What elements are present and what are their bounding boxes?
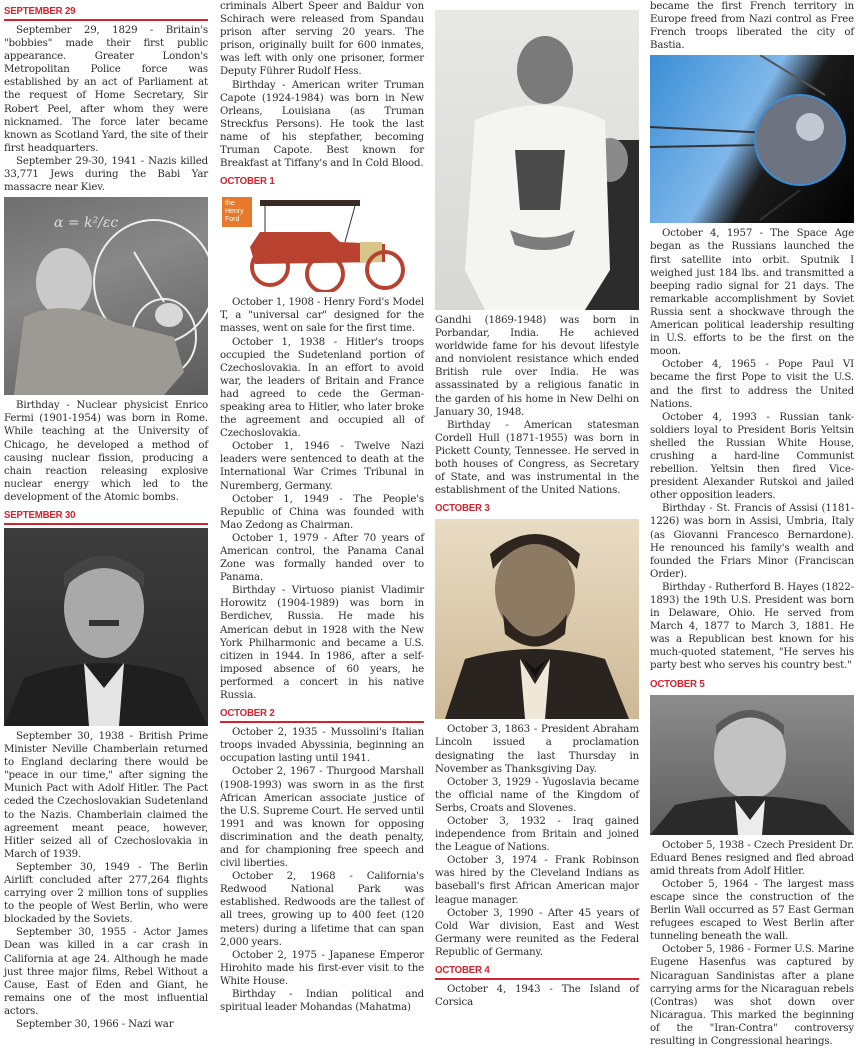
chamberlain-photo <box>4 528 208 726</box>
entry: October 5, 1964 - The largest mass escape since the construction of the Berlin Wall occurred as 57 East German refugees escaped to West Berlin after tunneling beneath the wall. <box>650 878 854 943</box>
column-3 <box>435 0 639 1009</box>
entry-continued: Gandhi (1869-1948) was born in Porbandar, India. He achieved worldwide fame for his devout lifestyle and nonviolent resistance which ended British rule over India. He was assassinated by a religious fanatic in the garden of his home in New Delhi on January 30, 1948. <box>435 315 639 418</box>
entry: September 29-30, 1941 - Nazis killed 33,771 Jews during the Babi Yar massacre near Kiev. <box>4 155 208 194</box>
entry: September 29, 1829 - Britain's "bobbies" made their first public appearance. Greater London's Metropolitan Police force was established by an act of Parliament at the request of Home Secretary, Sir Robert Peel, after whom they were nicknamed. The force later became known as Scotland Yard, the site of their first headquarters. <box>4 25 208 154</box>
entry: October 4, 1993 - Russian tank-soldiers loyal to President Boris Yeltsin shelled the Russian White House, crushing a hard-line Communist rebellion. Yeltsin then fired Vice-president Alexander Rutskoi and jailed other opposition leaders. <box>650 411 854 502</box>
entry: October 1, 1949 - The People's Republic of China was founded with Mao Zedong as Chairman. <box>220 493 424 531</box>
heading-october-5: OCTOBER 5 <box>650 677 705 690</box>
entry: Birthday - St. Francis of Assisi (1181-1226) was born in Assisi, Umbria, Italy (as Giovanni Francesco Bernardone). He renounced his family's wealth and founded the Friars Minor (Franciscan Order). <box>650 503 854 580</box>
entry: October 4, 1965 - Pope Paul VI became the first Pope to visit the U.S. and the first to address the United Nations. <box>650 359 854 410</box>
entry: October 2, 1975 - Japanese Emperor Hirohito made his first-ever visit to the White House. <box>220 949 424 987</box>
heading-october-1: OCTOBER 1 <box>220 175 275 188</box>
entry: September 30, 1938 - British Prime Minister Neville Chamberlain returned to England declaring there would be "peace in our time," after signing the Munich Pact with Adolf Hitler. The Pact ceded the Czechoslovakian Sudetenland to the Nazis. Chamberlain claimed the agreement meant peace, however, Hitler seized all of Czechoslovakia in March of 1939. <box>4 730 208 860</box>
entry: October 5, 1938 - Czech President Dr. Eduard Benes resigned and fled abroad amid threats from Adolf Hitler. <box>650 839 854 877</box>
entry: October 2, 1968 - California's Redwood National Park was established. Redwoods are the tallest of all trees, growing up to 400 feet (120 meters) during a lifetime that can span 2,000 years. <box>220 871 424 948</box>
entry: October 1, 1908 - Henry Ford's Model T, a "universal car" designed for the masses, went on sale for the first time. <box>220 297 424 335</box>
heading-october-3: OCTOBER 3 <box>435 502 490 515</box>
entry: Birthday - American writer Truman Capote (1924-1984) was born in New Orleans, Louisiana (as Truman Streckfus Persons). He took the last name of his stepfather, becoming Truman Capote. Best known for Breakfast at Tiffany's and In Cold Blood. <box>220 79 424 170</box>
entry: Birthday - Virtuoso pianist Vladimir Horowitz (1904-1989) was born in Berdichev, Russia. He made his American debut in 1928 with the New York Philharmonic and became a U.S. citizen in 1944. In 1986, after a self-imposed absence of 60 years, he performed a concert in his native Russia. <box>220 585 424 702</box>
entry: October 3, 1863 - President Abraham Lincoln issued a proclamation designating the last Thursday in November as Thanksgiving Day. <box>435 724 639 775</box>
lincoln-photo <box>435 519 639 719</box>
entry: October 2, 1935 - Mussolini's Italian troops invaded Abyssinia, beginning an occupation lasting until 1941. <box>220 727 424 765</box>
entry: October 1, 1938 - Hitler's troops occupied the Sudetenland portion of Czechoslovakia. In an effort to avoid war, the leaders of Britain and France had agreed to cede the German-speaking area to Hitler, who later broke the agreement and occupied all of Czechoslovakia. <box>220 336 424 440</box>
heading-rule <box>435 978 639 980</box>
henry-ford-logo: the Henry Ford <box>222 197 252 227</box>
entry: Birthday - American statesman Cordell Hull (1871-1955) was born in Pickett County, Tennessee. He served in both houses of Congress, as Secretary of State, and was instrumental in the establishment of the United Nations. <box>435 419 639 497</box>
heading-september-29: SEPTEMBER 29 <box>4 5 76 17</box>
heading-rule <box>220 721 424 723</box>
entry-continued: criminals Albert Speer and Baldur von Schirach were released from Spandau prison after serving 20 years. The prison, originally built for 600 inmates, was left with only one prisoner, former Deputy Führer Rudolf Hess. <box>220 1 424 78</box>
entry: October 5, 1986 - Former U.S. Marine Eugene Hasenfus was captured by Nicaraguan Sandinistas after a plane carrying arms for the Nicaraguan rebels (Contras) was shot down over Nicaragua. This marked the beginning of the "Iran-Contra" controversy resulting in Congressional hearings. <box>650 944 854 1047</box>
heading-october-4: OCTOBER 4 <box>435 964 490 976</box>
gandhi-photo <box>435 10 639 310</box>
entry: October 3, 1974 - Frank Robinson was hired by the Cleveland Indians as baseball's first African American major league manager. <box>435 855 639 906</box>
entry: October 1, 1979 - After 70 years of American control, the Panama Canal Zone was formally handed over to Panama. <box>220 532 424 584</box>
entry: October 4, 1957 - The Space Age began as the Russians launched the first satellite into orbit. Sputnik I weighed just 184 lbs. and transmitted a beeping radio signal for 21 days. The remarkable accomplishment by Soviet Russia sent a shockwave through the American political leadership resulting in U.S. efforts to be the first on the moon. <box>650 228 854 358</box>
column-1 <box>4 0 208 1031</box>
heading-rule <box>4 19 208 21</box>
entry: October 2, 1967 - Thurgood Marshall (1908-1993) was sworn in as the first African American associate justice of the U.S. Supreme Court. He served until 1991 and was known for opposing discrimination and the death penalty, and for championing free speech and civil liberties. <box>220 766 424 870</box>
heading-rule <box>4 523 208 525</box>
svg-text:α = k²/εc: α = k²/εc <box>54 215 119 232</box>
entry: October 3, 1990 - After 45 years of Cold War division, East and West Germany were reunited as the Federal Republic of Germany. <box>435 907 639 958</box>
heading-september-30: SEPTEMBER 30 <box>4 508 76 521</box>
entry: October 3, 1932 - Iraq gained independence from Britain and joined the League of Nations. <box>435 815 639 854</box>
benes-photo <box>650 695 854 835</box>
column-4 <box>650 0 854 1048</box>
entry: Birthday - Rutherford B. Hayes (1822-1893) the 19th U.S. President was born in Delaware, Ohio. He served from March 4, 1877 to March 3, 1881. He was a Republican best known for his much-quoted statement, "He serves his party best who serves his country best." <box>650 581 854 672</box>
entry: September 30, 1949 - The Berlin Airlift concluded after 277,264 flights carrying over 2 million tons of supplies to the people of West Berlin, who were blockaded by the Soviets. <box>4 861 208 926</box>
entry: October 3, 1929 - Yugoslavia became the official name of the Kingdom of Serbs, Croats and Slovenes. <box>435 776 639 814</box>
sputnik-photo <box>650 55 854 223</box>
heading-october-2: OCTOBER 2 <box>220 707 275 720</box>
model-t-photo <box>220 192 424 292</box>
entry: September 30, 1966 - Nazi war <box>16 1019 174 1031</box>
entry-continued: became the first French territory in Europe freed from Nazi control as Free French troops liberated the city of Bastia. <box>650 1 854 52</box>
entry: Birthday - Indian political and spiritual leader Mohandas (Mahatma) <box>220 989 424 1014</box>
column-2 <box>220 0 424 1014</box>
entry: September 30, 1955 - Actor James Dean was killed in a car crash in California at age 24. Although he made just three major films, Rebel Without a Cause, East of Eden and Giant, he remains one of the most influential actors. <box>4 927 208 1017</box>
fermi-photo <box>4 197 208 395</box>
entry: Birthday - Nuclear physicist Enrico Fermi (1901-1954) was born in Rome. While teaching at the University of Chicago, he developed a method of causing nuclear fission, producing a chain reaction releasing explosive nuclear energy which led to the development of the Atomic bombs. <box>4 400 208 503</box>
entry: October 4, 1943 - The Island of Corsica <box>435 984 639 1009</box>
entry: October 1, 1946 - Twelve Nazi leaders were sentenced to death at the International War Crimes Tribunal in Nuremberg, Germany. <box>220 441 424 492</box>
